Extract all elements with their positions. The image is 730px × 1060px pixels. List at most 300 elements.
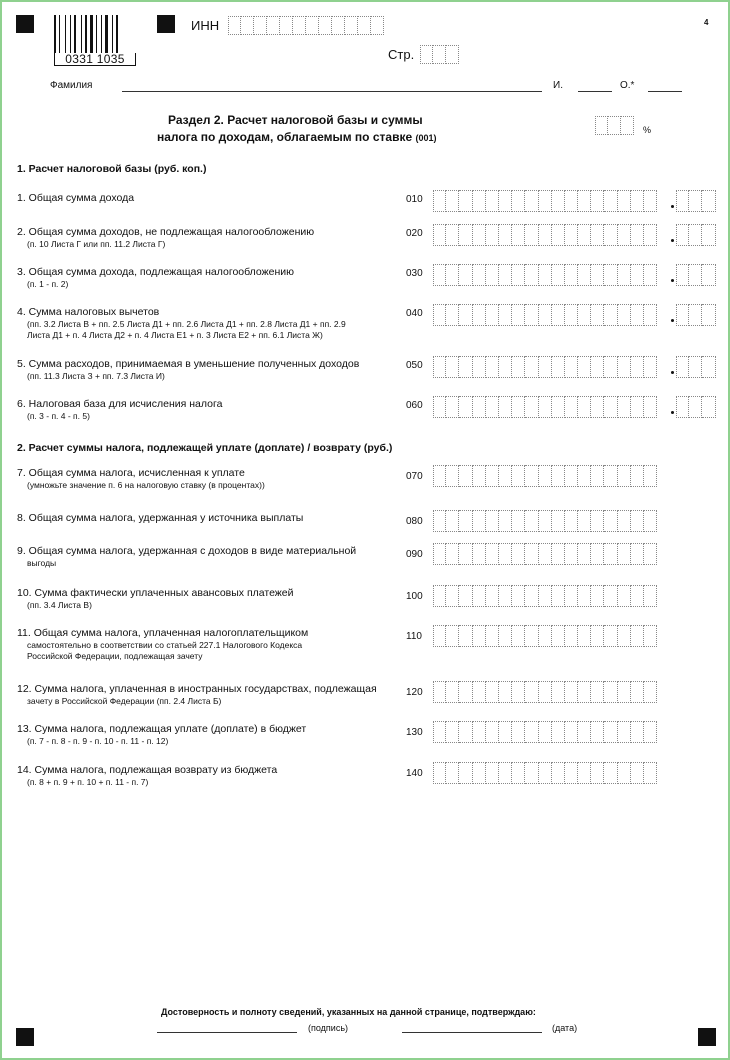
input-cell[interactable]	[539, 625, 552, 647]
input-cell[interactable]	[702, 396, 715, 418]
input-cell[interactable]	[618, 264, 631, 286]
input-cell[interactable]	[591, 510, 604, 532]
input-cell[interactable]	[552, 356, 565, 378]
input-cell[interactable]	[433, 396, 446, 418]
amount-field[interactable]	[433, 465, 657, 487]
input-cell[interactable]	[446, 625, 459, 647]
input-cell[interactable]	[604, 396, 617, 418]
input-cell[interactable]	[552, 264, 565, 286]
input-cell[interactable]	[446, 762, 459, 784]
input-cell[interactable]	[525, 190, 538, 212]
initial-o-field[interactable]	[648, 91, 682, 92]
input-cell[interactable]	[433, 45, 446, 64]
input-cell[interactable]	[499, 356, 512, 378]
input-cell[interactable]	[433, 510, 446, 532]
amount-field[interactable]	[433, 396, 657, 418]
input-cell[interactable]	[604, 356, 617, 378]
input-cell[interactable]	[591, 224, 604, 246]
input-cell[interactable]	[512, 625, 525, 647]
input-cell[interactable]	[591, 721, 604, 743]
input-cell[interactable]	[371, 16, 384, 35]
input-cell[interactable]	[631, 264, 644, 286]
input-cell[interactable]	[473, 396, 486, 418]
input-cell[interactable]	[512, 681, 525, 703]
input-cell[interactable]	[293, 16, 306, 35]
input-cell[interactable]	[644, 585, 657, 607]
input-cell[interactable]	[486, 190, 499, 212]
input-cell[interactable]	[618, 543, 631, 565]
input-cell[interactable]	[578, 625, 591, 647]
input-cell[interactable]	[499, 543, 512, 565]
input-cell[interactable]	[631, 762, 644, 784]
initial-i-field[interactable]	[578, 91, 612, 92]
input-cell[interactable]	[473, 585, 486, 607]
input-cell[interactable]	[473, 224, 486, 246]
input-cell[interactable]	[578, 396, 591, 418]
input-cell[interactable]	[512, 721, 525, 743]
input-cell[interactable]	[618, 224, 631, 246]
signature-line[interactable]	[157, 1032, 297, 1033]
input-cell[interactable]	[539, 510, 552, 532]
input-cell[interactable]	[618, 585, 631, 607]
input-cell[interactable]	[689, 190, 702, 212]
input-cell[interactable]	[565, 721, 578, 743]
amount-field[interactable]	[433, 721, 657, 743]
input-cell[interactable]	[578, 356, 591, 378]
input-cell[interactable]	[446, 721, 459, 743]
input-cell[interactable]	[459, 585, 472, 607]
amount-field[interactable]	[433, 681, 657, 703]
input-cell[interactable]	[499, 264, 512, 286]
input-cell[interactable]	[512, 762, 525, 784]
input-cell[interactable]	[459, 681, 472, 703]
input-cell[interactable]	[552, 190, 565, 212]
input-cell[interactable]	[446, 396, 459, 418]
input-cell[interactable]	[604, 224, 617, 246]
input-cell[interactable]	[539, 356, 552, 378]
input-cell[interactable]	[644, 543, 657, 565]
input-cell[interactable]	[618, 625, 631, 647]
input-cell[interactable]	[591, 465, 604, 487]
input-cell[interactable]	[644, 625, 657, 647]
input-cell[interactable]	[459, 224, 472, 246]
input-cell[interactable]	[486, 543, 499, 565]
kopecks-field[interactable]	[676, 264, 716, 286]
input-cell[interactable]	[473, 190, 486, 212]
input-cell[interactable]	[578, 585, 591, 607]
input-cell[interactable]	[486, 264, 499, 286]
input-cell[interactable]	[459, 190, 472, 212]
input-cell[interactable]	[473, 510, 486, 532]
input-cell[interactable]	[539, 543, 552, 565]
input-cell[interactable]	[486, 721, 499, 743]
input-cell[interactable]	[565, 543, 578, 565]
input-cell[interactable]	[446, 543, 459, 565]
input-cell[interactable]	[539, 190, 552, 212]
input-cell[interactable]	[539, 585, 552, 607]
input-cell[interactable]	[618, 190, 631, 212]
input-cell[interactable]	[676, 224, 689, 246]
input-cell[interactable]	[604, 190, 617, 212]
input-cell[interactable]	[512, 190, 525, 212]
amount-field[interactable]	[433, 585, 657, 607]
input-cell[interactable]	[591, 396, 604, 418]
input-cell[interactable]	[459, 543, 472, 565]
input-cell[interactable]	[618, 356, 631, 378]
input-cell[interactable]	[604, 585, 617, 607]
input-cell[interactable]	[578, 762, 591, 784]
input-cell[interactable]	[631, 224, 644, 246]
input-cell[interactable]	[552, 585, 565, 607]
input-cell[interactable]	[591, 625, 604, 647]
input-cell[interactable]	[512, 224, 525, 246]
input-cell[interactable]	[525, 721, 538, 743]
input-cell[interactable]	[591, 356, 604, 378]
input-cell[interactable]	[512, 396, 525, 418]
input-cell[interactable]	[578, 304, 591, 326]
input-cell[interactable]	[512, 304, 525, 326]
input-cell[interactable]	[608, 116, 621, 135]
input-cell[interactable]	[446, 45, 459, 64]
input-cell[interactable]	[486, 585, 499, 607]
input-cell[interactable]	[499, 224, 512, 246]
input-cell[interactable]	[644, 762, 657, 784]
input-cell[interactable]	[565, 304, 578, 326]
input-cell[interactable]	[644, 304, 657, 326]
input-cell[interactable]	[689, 396, 702, 418]
input-cell[interactable]	[565, 264, 578, 286]
input-cell[interactable]	[473, 356, 486, 378]
input-cell[interactable]	[578, 721, 591, 743]
amount-field[interactable]	[433, 190, 657, 212]
input-cell[interactable]	[565, 625, 578, 647]
input-cell[interactable]	[486, 304, 499, 326]
input-cell[interactable]	[539, 224, 552, 246]
amount-field[interactable]	[433, 625, 657, 647]
input-cell[interactable]	[618, 721, 631, 743]
input-cell[interactable]	[499, 681, 512, 703]
input-cell[interactable]	[644, 264, 657, 286]
input-cell[interactable]	[676, 356, 689, 378]
input-cell[interactable]	[689, 224, 702, 246]
input-cell[interactable]	[539, 304, 552, 326]
input-cell[interactable]	[539, 721, 552, 743]
input-cell[interactable]	[512, 264, 525, 286]
kopecks-field[interactable]	[676, 356, 716, 378]
input-cell[interactable]	[525, 681, 538, 703]
input-cell[interactable]	[512, 510, 525, 532]
input-cell[interactable]	[689, 264, 702, 286]
input-cell[interactable]	[446, 304, 459, 326]
input-cell[interactable]	[525, 396, 538, 418]
input-cell[interactable]	[644, 510, 657, 532]
kopecks-field[interactable]	[676, 396, 716, 418]
input-cell[interactable]	[591, 681, 604, 703]
input-cell[interactable]	[565, 681, 578, 703]
input-cell[interactable]	[591, 543, 604, 565]
input-cell[interactable]	[433, 721, 446, 743]
input-cell[interactable]	[254, 16, 267, 35]
input-cell[interactable]	[499, 304, 512, 326]
input-cell[interactable]	[459, 356, 472, 378]
input-cell[interactable]	[565, 465, 578, 487]
input-cell[interactable]	[499, 585, 512, 607]
input-cell[interactable]	[512, 356, 525, 378]
input-cell[interactable]	[591, 762, 604, 784]
input-cell[interactable]	[486, 681, 499, 703]
input-cell[interactable]	[631, 625, 644, 647]
input-cell[interactable]	[644, 190, 657, 212]
input-cell[interactable]	[473, 304, 486, 326]
input-cell[interactable]	[565, 356, 578, 378]
input-cell[interactable]	[539, 465, 552, 487]
input-cell[interactable]	[446, 190, 459, 212]
input-cell[interactable]	[433, 625, 446, 647]
input-cell[interactable]	[499, 190, 512, 212]
input-cell[interactable]	[499, 465, 512, 487]
input-cell[interactable]	[595, 116, 608, 135]
input-cell[interactable]	[644, 721, 657, 743]
kopecks-field[interactable]	[676, 190, 716, 212]
input-cell[interactable]	[618, 762, 631, 784]
input-cell[interactable]	[358, 16, 371, 35]
input-cell[interactable]	[459, 510, 472, 532]
input-cell[interactable]	[565, 762, 578, 784]
kopecks-field[interactable]	[676, 304, 716, 326]
amount-field[interactable]	[433, 762, 657, 784]
input-cell[interactable]	[345, 16, 358, 35]
input-cell[interactable]	[525, 264, 538, 286]
input-cell[interactable]	[473, 264, 486, 286]
input-cell[interactable]	[676, 264, 689, 286]
input-cell[interactable]	[539, 762, 552, 784]
input-cell[interactable]	[578, 681, 591, 703]
input-cell[interactable]	[689, 356, 702, 378]
input-cell[interactable]	[702, 304, 715, 326]
input-cell[interactable]	[604, 465, 617, 487]
input-cell[interactable]	[578, 543, 591, 565]
input-cell[interactable]	[433, 543, 446, 565]
input-cell[interactable]	[552, 625, 565, 647]
input-cell[interactable]	[512, 465, 525, 487]
input-cell[interactable]	[486, 224, 499, 246]
input-cell[interactable]	[644, 224, 657, 246]
input-cell[interactable]	[241, 16, 254, 35]
input-cell[interactable]	[552, 762, 565, 784]
input-cell[interactable]	[486, 396, 499, 418]
input-cell[interactable]	[644, 681, 657, 703]
input-cell[interactable]	[565, 224, 578, 246]
input-cell[interactable]	[332, 16, 345, 35]
input-cell[interactable]	[578, 190, 591, 212]
input-cell[interactable]	[433, 681, 446, 703]
inn-field[interactable]	[228, 16, 384, 35]
input-cell[interactable]	[565, 510, 578, 532]
input-cell[interactable]	[446, 510, 459, 532]
input-cell[interactable]	[604, 762, 617, 784]
input-cell[interactable]	[644, 356, 657, 378]
page-number-field[interactable]	[420, 45, 459, 64]
input-cell[interactable]	[499, 625, 512, 647]
input-cell[interactable]	[565, 585, 578, 607]
input-cell[interactable]	[433, 304, 446, 326]
input-cell[interactable]	[621, 116, 634, 135]
amount-field[interactable]	[433, 224, 657, 246]
amount-field[interactable]	[433, 510, 657, 532]
input-cell[interactable]	[499, 721, 512, 743]
input-cell[interactable]	[552, 681, 565, 703]
input-cell[interactable]	[631, 396, 644, 418]
input-cell[interactable]	[644, 396, 657, 418]
input-cell[interactable]	[473, 762, 486, 784]
input-cell[interactable]	[433, 264, 446, 286]
input-cell[interactable]	[486, 510, 499, 532]
input-cell[interactable]	[446, 224, 459, 246]
input-cell[interactable]	[459, 304, 472, 326]
input-cell[interactable]	[512, 543, 525, 565]
input-cell[interactable]	[459, 465, 472, 487]
input-cell[interactable]	[539, 396, 552, 418]
input-cell[interactable]	[618, 465, 631, 487]
input-cell[interactable]	[473, 543, 486, 565]
amount-field[interactable]	[433, 543, 657, 565]
input-cell[interactable]	[306, 16, 319, 35]
input-cell[interactable]	[604, 543, 617, 565]
amount-field[interactable]	[433, 356, 657, 378]
input-cell[interactable]	[565, 190, 578, 212]
input-cell[interactable]	[702, 264, 715, 286]
amount-field[interactable]	[433, 304, 657, 326]
input-cell[interactable]	[433, 465, 446, 487]
input-cell[interactable]	[512, 585, 525, 607]
input-cell[interactable]	[618, 304, 631, 326]
input-cell[interactable]	[604, 625, 617, 647]
input-cell[interactable]	[486, 762, 499, 784]
input-cell[interactable]	[702, 224, 715, 246]
input-cell[interactable]	[631, 465, 644, 487]
input-cell[interactable]	[459, 625, 472, 647]
input-cell[interactable]	[618, 681, 631, 703]
input-cell[interactable]	[552, 465, 565, 487]
input-cell[interactable]	[565, 396, 578, 418]
input-cell[interactable]	[578, 264, 591, 286]
input-cell[interactable]	[644, 465, 657, 487]
input-cell[interactable]	[591, 264, 604, 286]
input-cell[interactable]	[525, 585, 538, 607]
input-cell[interactable]	[552, 304, 565, 326]
input-cell[interactable]	[280, 16, 293, 35]
input-cell[interactable]	[578, 224, 591, 246]
kopecks-field[interactable]	[676, 224, 716, 246]
input-cell[interactable]	[604, 304, 617, 326]
input-cell[interactable]	[525, 510, 538, 532]
input-cell[interactable]	[446, 264, 459, 286]
input-cell[interactable]	[459, 264, 472, 286]
input-cell[interactable]	[591, 190, 604, 212]
input-cell[interactable]	[525, 762, 538, 784]
input-cell[interactable]	[433, 356, 446, 378]
input-cell[interactable]	[604, 721, 617, 743]
input-cell[interactable]	[552, 543, 565, 565]
input-cell[interactable]	[446, 585, 459, 607]
input-cell[interactable]	[525, 625, 538, 647]
surname-field[interactable]	[122, 91, 542, 92]
input-cell[interactable]	[525, 543, 538, 565]
input-cell[interactable]	[473, 681, 486, 703]
input-cell[interactable]	[499, 762, 512, 784]
input-cell[interactable]	[618, 510, 631, 532]
input-cell[interactable]	[618, 396, 631, 418]
input-cell[interactable]	[446, 681, 459, 703]
rate-field[interactable]	[595, 116, 634, 135]
input-cell[interactable]	[539, 264, 552, 286]
input-cell[interactable]	[525, 356, 538, 378]
input-cell[interactable]	[702, 190, 715, 212]
input-cell[interactable]	[578, 510, 591, 532]
input-cell[interactable]	[631, 304, 644, 326]
input-cell[interactable]	[525, 304, 538, 326]
input-cell[interactable]	[631, 190, 644, 212]
input-cell[interactable]	[499, 396, 512, 418]
input-cell[interactable]	[446, 465, 459, 487]
input-cell[interactable]	[473, 721, 486, 743]
input-cell[interactable]	[486, 356, 499, 378]
input-cell[interactable]	[486, 625, 499, 647]
input-cell[interactable]	[631, 585, 644, 607]
input-cell[interactable]	[228, 16, 241, 35]
input-cell[interactable]	[433, 762, 446, 784]
input-cell[interactable]	[631, 510, 644, 532]
input-cell[interactable]	[702, 356, 715, 378]
input-cell[interactable]	[486, 465, 499, 487]
input-cell[interactable]	[420, 45, 433, 64]
input-cell[interactable]	[473, 465, 486, 487]
input-cell[interactable]	[676, 304, 689, 326]
input-cell[interactable]	[578, 465, 591, 487]
input-cell[interactable]	[631, 681, 644, 703]
input-cell[interactable]	[591, 304, 604, 326]
input-cell[interactable]	[267, 16, 280, 35]
input-cell[interactable]	[676, 396, 689, 418]
amount-field[interactable]	[433, 264, 657, 286]
input-cell[interactable]	[676, 190, 689, 212]
input-cell[interactable]	[604, 681, 617, 703]
input-cell[interactable]	[459, 721, 472, 743]
input-cell[interactable]	[319, 16, 332, 35]
input-cell[interactable]	[446, 356, 459, 378]
input-cell[interactable]	[459, 762, 472, 784]
input-cell[interactable]	[433, 190, 446, 212]
input-cell[interactable]	[631, 543, 644, 565]
date-line[interactable]	[402, 1032, 542, 1033]
input-cell[interactable]	[591, 585, 604, 607]
input-cell[interactable]	[552, 510, 565, 532]
input-cell[interactable]	[499, 510, 512, 532]
input-cell[interactable]	[552, 224, 565, 246]
input-cell[interactable]	[473, 625, 486, 647]
input-cell[interactable]	[604, 264, 617, 286]
input-cell[interactable]	[433, 585, 446, 607]
input-cell[interactable]	[689, 304, 702, 326]
input-cell[interactable]	[525, 465, 538, 487]
input-cell[interactable]	[552, 721, 565, 743]
input-cell[interactable]	[552, 396, 565, 418]
input-cell[interactable]	[631, 356, 644, 378]
input-cell[interactable]	[539, 681, 552, 703]
input-cell[interactable]	[525, 224, 538, 246]
input-cell[interactable]	[459, 396, 472, 418]
input-cell[interactable]	[631, 721, 644, 743]
